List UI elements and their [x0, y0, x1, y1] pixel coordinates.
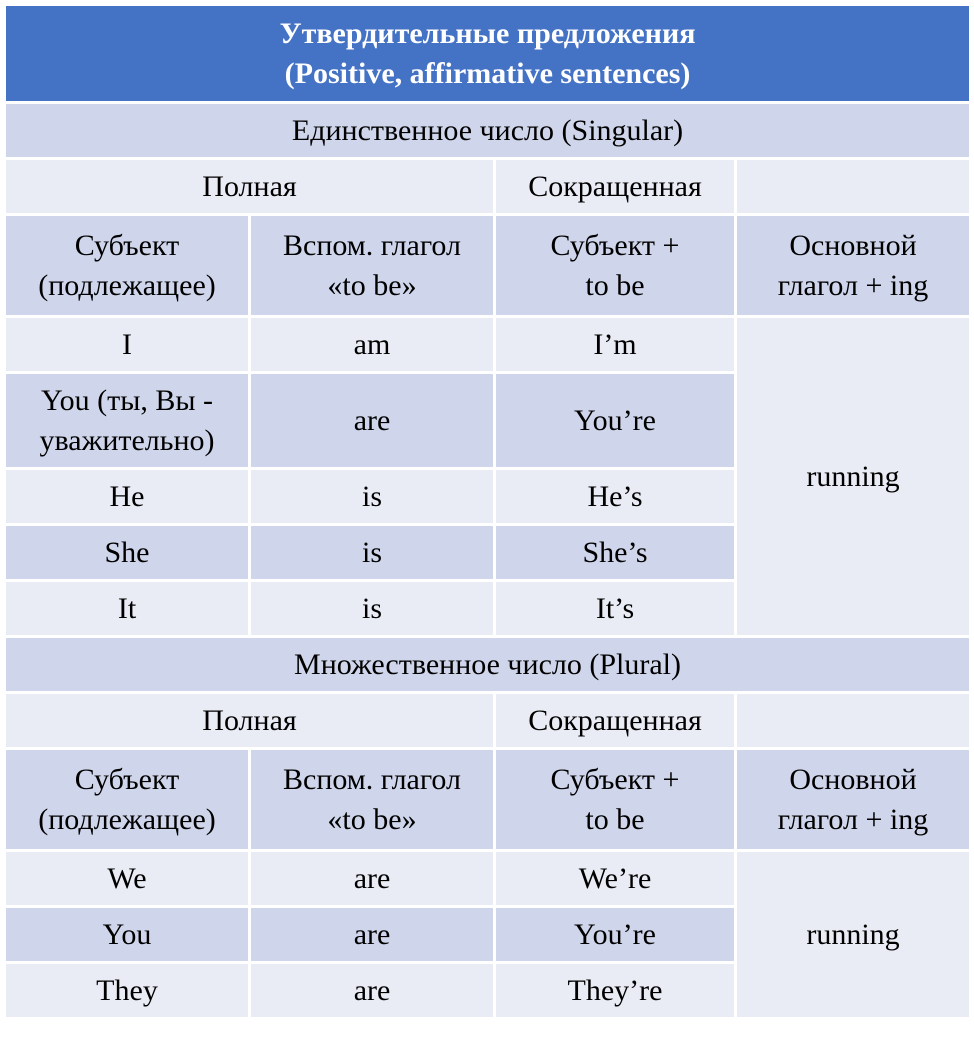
singular-header-row [5, 215, 971, 317]
header-aux-line-1: Вспом. глагол [283, 762, 461, 796]
singular-full-label: Полная [5, 159, 495, 215]
title-row [5, 5, 971, 103]
short-cell: I’m [495, 317, 736, 373]
singular-empty-cell [736, 159, 971, 215]
singular-header-subject [5, 215, 250, 317]
subject-cell: He [5, 469, 250, 525]
plural-header-main [736, 749, 971, 851]
singular-section-row [5, 103, 971, 159]
singular-header-short [495, 215, 736, 317]
short-cell: He’s [495, 469, 736, 525]
table-title [5, 5, 971, 103]
short-cell: She’s [495, 525, 736, 581]
header-aux-line-2: «to be» [327, 268, 417, 302]
plural-header-row [5, 749, 971, 851]
header-subject-line-2: (подлежащее) [38, 802, 216, 836]
header-aux-line-2: «to be» [327, 802, 417, 836]
grammar-table [3, 3, 972, 1020]
short-cell: You’re [495, 907, 736, 963]
short-cell: We’re [495, 851, 736, 907]
header-short-line-2: to be [585, 802, 645, 836]
aux-cell: is [250, 469, 495, 525]
header-main-line-2: глагол + ing [777, 268, 929, 302]
header-main-line-2: глагол + ing [777, 802, 929, 836]
plural-section-row [5, 637, 971, 693]
short-cell: It’s [495, 581, 736, 637]
aux-cell: is [250, 581, 495, 637]
singular-header-main [736, 215, 971, 317]
plural-short-label: Сокращенная [495, 693, 736, 749]
plural-full-label: Полная [5, 693, 495, 749]
singular-header-aux [250, 215, 495, 317]
title-line-1: Утвердительные предложения [279, 16, 696, 50]
singular-main-verb-cell: running [736, 317, 971, 637]
aux-cell: are [250, 851, 495, 907]
aux-cell: are [250, 907, 495, 963]
aux-cell: is [250, 525, 495, 581]
short-cell: They’re [495, 963, 736, 1019]
short-cell: You’re [495, 373, 736, 469]
subject-cell: We [5, 851, 250, 907]
subject-cell [5, 373, 250, 469]
table-row [5, 851, 971, 907]
plural-header-aux [250, 749, 495, 851]
header-short-line-2: to be [585, 268, 645, 302]
header-subject-line-2: (подлежащее) [38, 268, 216, 302]
aux-cell: am [250, 317, 495, 373]
subject-line-1: You (ты, Вы - [40, 383, 214, 417]
singular-section-label: Единственное число (Singular) [5, 103, 971, 159]
header-short-line-1: Субъект + [550, 228, 680, 262]
plural-main-verb-cell: running [736, 851, 971, 1019]
table-row [5, 317, 971, 373]
header-main-line-1: Основной [789, 228, 917, 262]
plural-empty-cell [736, 693, 971, 749]
singular-form-row [5, 159, 971, 215]
aux-cell: are [250, 373, 495, 469]
header-subject-line-1: Субъект [74, 762, 180, 796]
aux-cell: are [250, 963, 495, 1019]
subject-cell: I [5, 317, 250, 373]
plural-section-label: Множественное число (Plural) [5, 637, 971, 693]
header-short-line-1: Субъект + [550, 762, 680, 796]
plural-header-short [495, 749, 736, 851]
subject-cell: You [5, 907, 250, 963]
subject-cell: She [5, 525, 250, 581]
header-aux-line-1: Вспом. глагол [283, 228, 461, 262]
subject-line-2: уважительно) [39, 423, 215, 457]
plural-header-subject [5, 749, 250, 851]
header-main-line-1: Основной [789, 762, 917, 796]
subject-cell: It [5, 581, 250, 637]
plural-form-row [5, 693, 971, 749]
subject-cell: They [5, 963, 250, 1019]
title-line-2: (Positive, affirmative sentences) [284, 56, 691, 90]
header-subject-line-1: Субъект [74, 228, 180, 262]
singular-short-label: Сокращенная [495, 159, 736, 215]
